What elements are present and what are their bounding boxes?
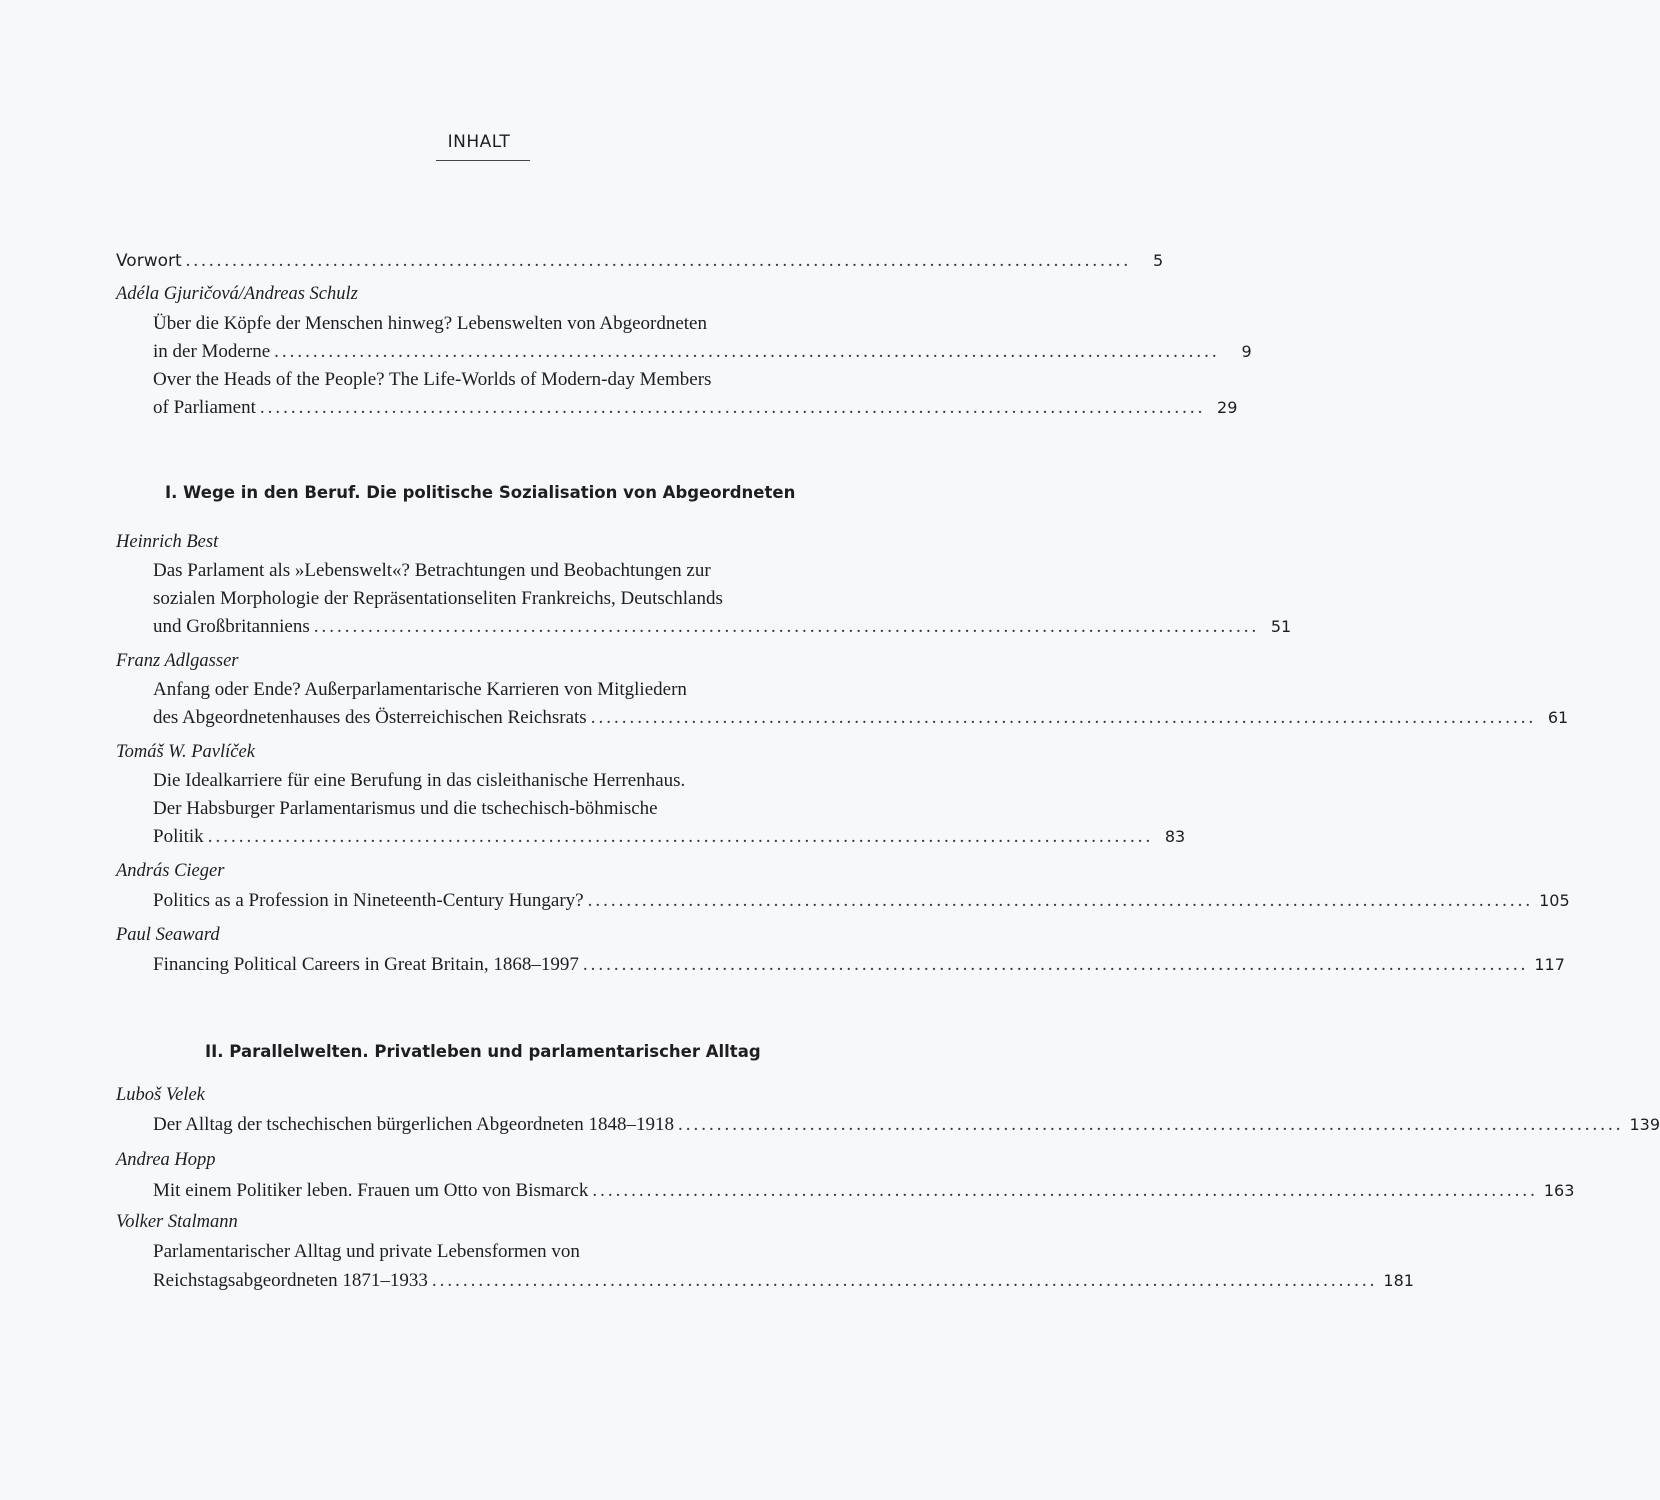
page-number: 83 [1164,827,1186,846]
author-name: Adéla Gjuričová/Andreas Schulz [116,284,358,304]
page-number: 181 [1383,1271,1414,1290]
author-name: András Cieger [116,861,225,881]
entry-title-line: Parlamentarischer Alltag und private Lebensformen von [153,1241,580,1262]
entry-title-line: des Abgeordnetenhauses des Österreichischen Reichsrats [153,707,587,728]
entry-title-line: sozialen Morphologie der Repräsentationseliten Frankreichs, Deutschlands [153,588,723,609]
dot-leader: .......................................................................................................................... [590,707,1537,728]
dot-leader: .......................................................................................................................... [587,890,1534,911]
entry-title-line: of Parliament [153,397,256,418]
entry-title: Vorwort [116,251,182,271]
page-number: 139 [1629,1115,1660,1134]
entry-title-line: Über die Köpfe der Menschen hinweg? Lebenswelten von Abgeordneten [153,313,707,334]
dot-leader: .......................................................................................................................... [259,397,1206,418]
dot-leader: .......................................................................................................................... [313,616,1260,637]
entry-title-line: Politics as a Profession in Nineteenth-Century Hungary? [153,890,584,911]
toc-entry-best[interactable] [153,616,1292,638]
page-title: INHALT [447,132,511,152]
page-number: 9 [1241,342,1252,361]
toc-entry-lebenswelten[interactable] [153,341,1252,363]
entry-title-line: Anfang oder Ende? Außerparlamentarische Karrieren von Mitgliedern [153,679,687,700]
entry-title-line: Der Alltag der tschechischen bürgerlichen Abgeordneten 1848–1918 [153,1114,674,1135]
page-number: 61 [1547,708,1569,727]
entry-title-line: Das Parlament als »Lebenswelt«? Betrachtungen und Beobachtungen zur [153,560,711,581]
section-heading-2: II. Parallelwelten. Privatleben und parlamentarischer Alltag [205,1042,761,1061]
entry-title-line: Die Idealkarriere für eine Berufung in das cisleithanische Herrenhaus. [153,770,686,791]
page-number: 163 [1543,1181,1575,1200]
page-number: 105 [1539,891,1570,910]
dot-leader: .......................................................................................................................... [207,826,1154,847]
entry-title-line: in der Moderne [153,341,271,362]
author-name: Andrea Hopp [116,1150,216,1170]
dot-leader: .......................................................................................................................... [274,341,1220,362]
toc-entry-life-worlds[interactable] [153,397,1238,419]
author-name: Franz Adlgasser [116,651,239,671]
author-name: Tomáš W. Pavlíček [116,742,255,762]
toc-entry-pavlicek[interactable] [153,826,1186,848]
entry-title-line: Der Habsburger Parlamentarismus und die tschechisch-böhmische [153,798,658,819]
page-number: 117 [1534,955,1565,974]
page-number: 29 [1217,398,1238,417]
author-name: Paul Seaward [116,925,220,945]
entry-title-line: Financing Political Careers in Great Britain, 1868–1997 [153,954,579,975]
entry-title-line: Reichstagsabgeordneten 1871–1933 [153,1270,428,1291]
author-name: Luboš Velek [116,1085,205,1105]
toc-entry-hopp[interactable] [153,1180,1575,1202]
toc-entry-vorwort[interactable] [116,250,1164,272]
page-number: 5 [1152,251,1164,270]
dot-leader: .......................................................................................................................... [582,954,1529,975]
entry-title-line: Politik [153,826,204,847]
toc-entry-cieger[interactable] [153,890,1570,912]
dot-leader: .......................................................................................................................... [185,250,1132,271]
toc-entry-seaward[interactable] [153,954,1565,976]
dot-leader: .......................................................................................................................... [677,1114,1624,1135]
toc-entry-stalmann[interactable] [153,1270,1414,1292]
page-number: 51 [1270,617,1292,636]
dot-leader: .......................................................................................................................... [431,1270,1378,1291]
entry-title-line: Mit einem Politiker leben. Frauen um Otto von Bismarck [153,1180,589,1201]
entry-title-line: Over the Heads of the People? The Life-Worlds of Modern-day Members [153,369,712,390]
author-name: Volker Stalmann [116,1212,238,1232]
entry-title-line: und Großbritanniens [153,616,310,637]
title-underline [436,160,530,161]
author-name: Heinrich Best [116,532,219,552]
toc-entry-velek[interactable] [153,1114,1660,1136]
toc-entry-adlgasser[interactable] [153,707,1569,729]
section-heading-1: I. Wege in den Beruf. Die politische Sozialisation von Abgeordneten [165,483,796,502]
dot-leader: .......................................................................................................................... [592,1180,1538,1201]
